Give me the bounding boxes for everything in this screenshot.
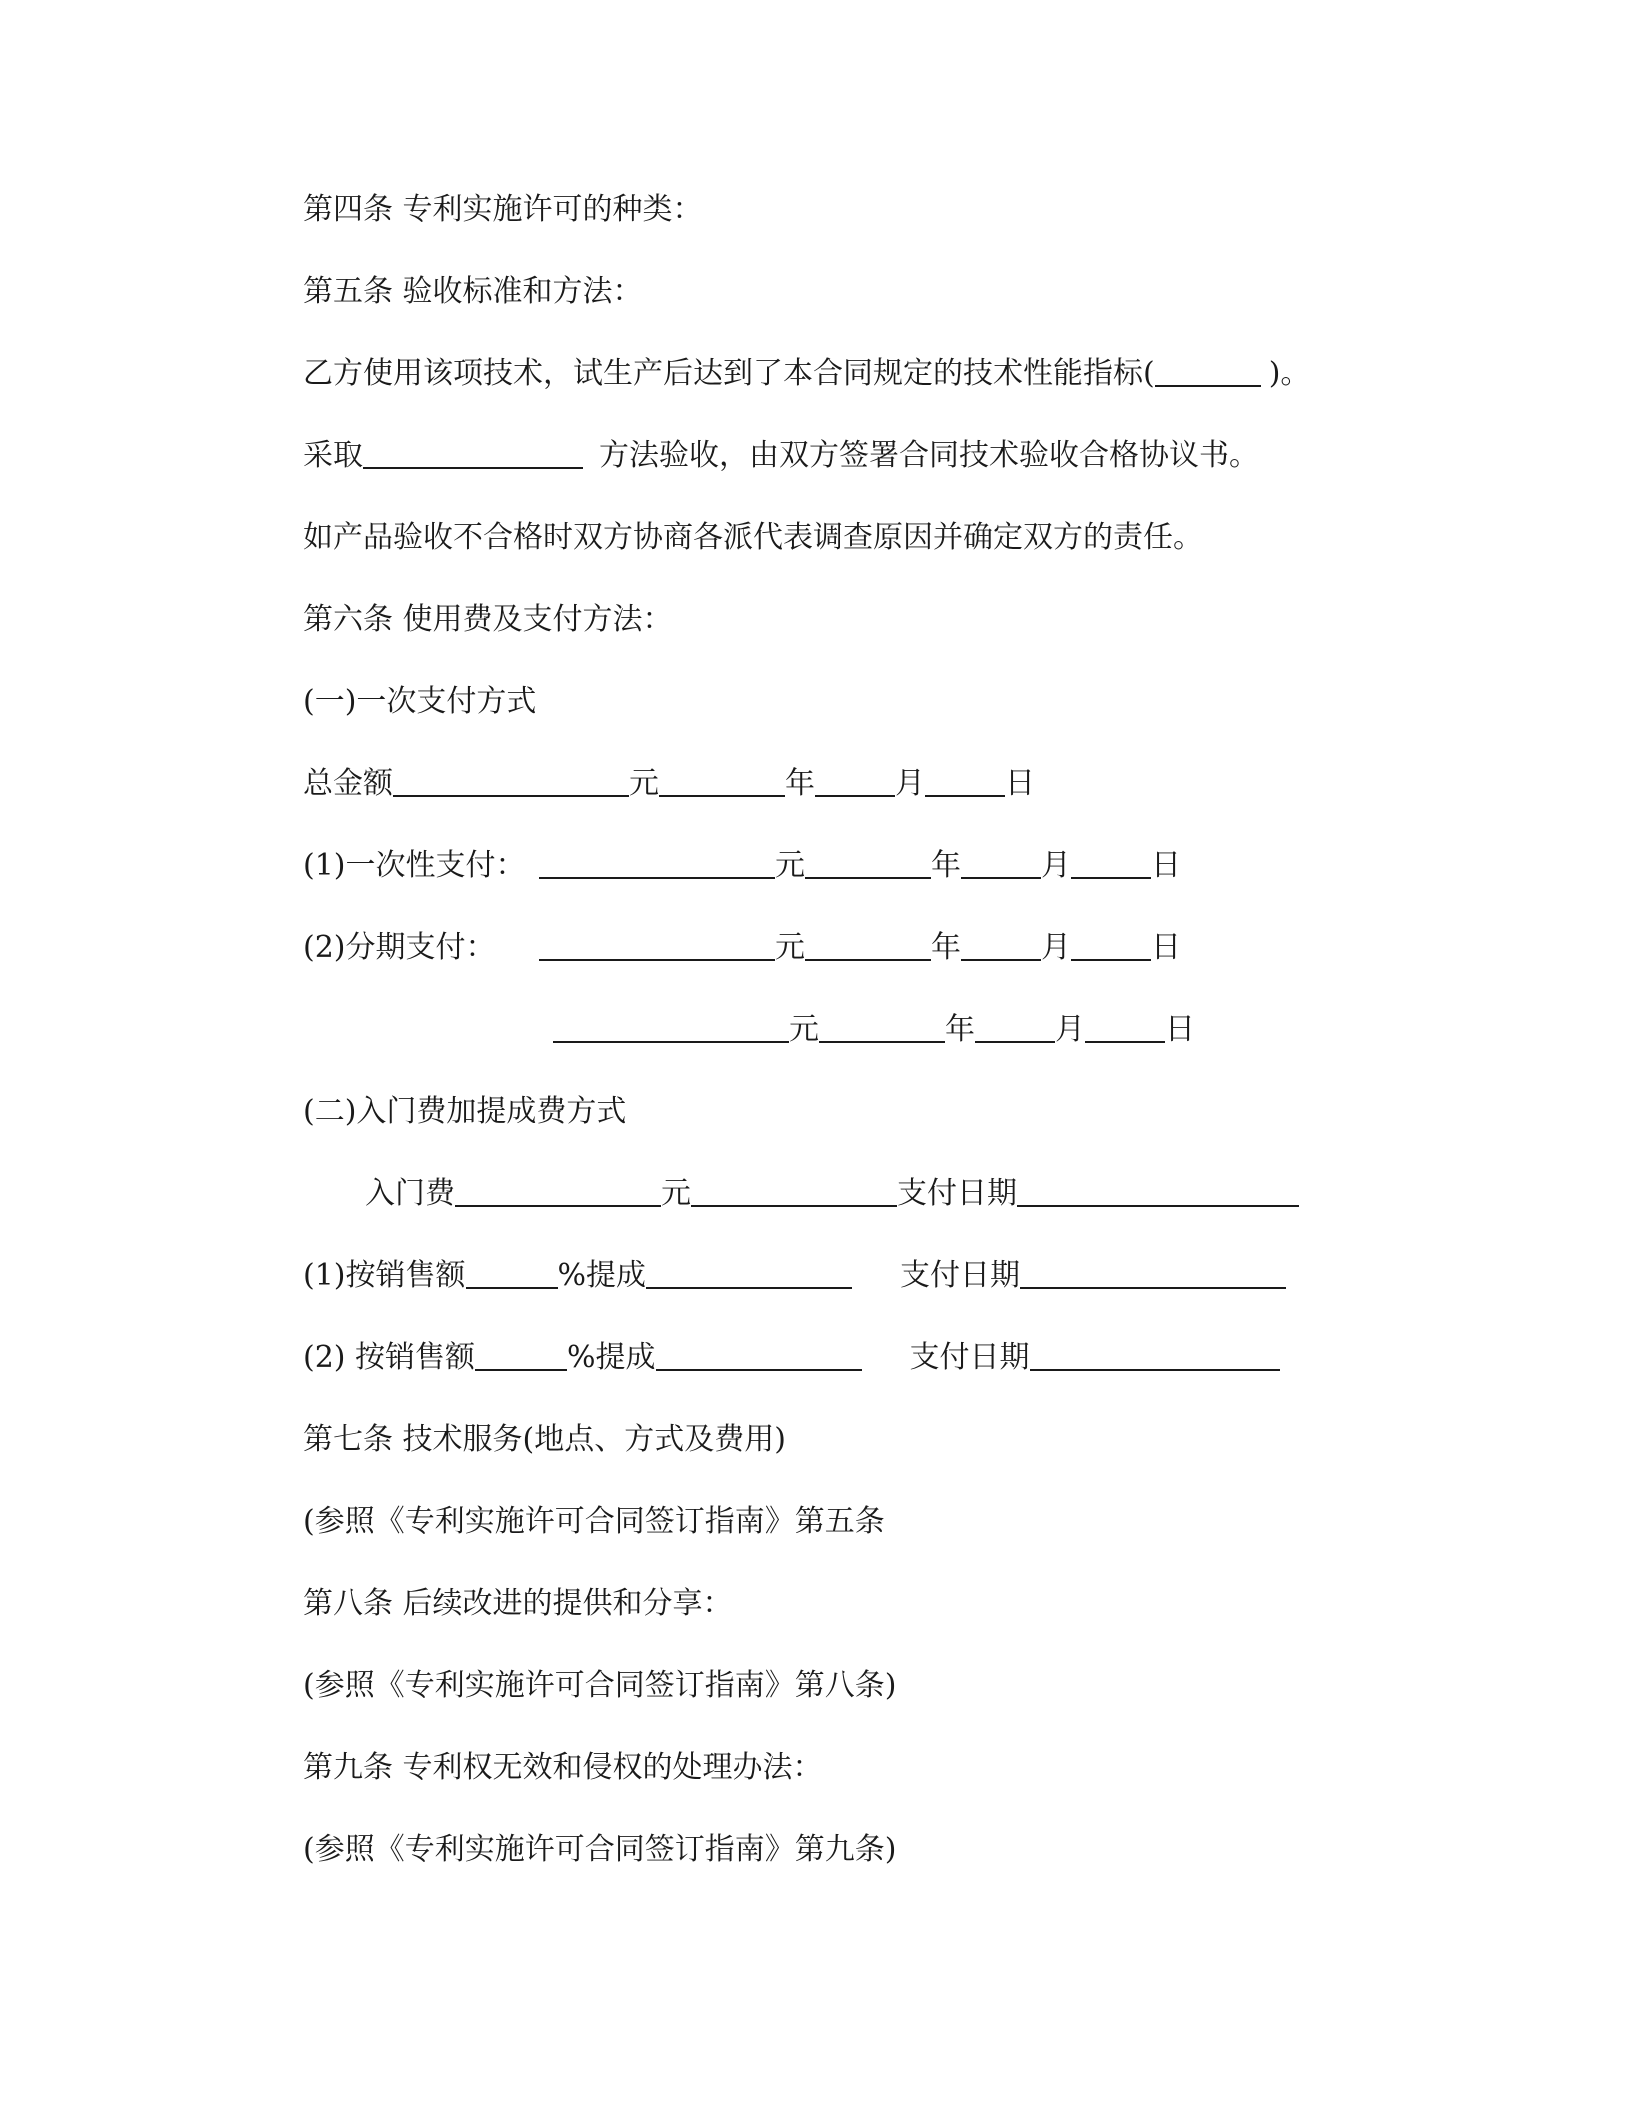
blank-field[interactable] xyxy=(1155,355,1261,387)
article-6-heading: 第六条 使用费及支付方法： xyxy=(303,602,673,637)
blank-field[interactable] xyxy=(466,1257,558,1289)
blank-field[interactable] xyxy=(961,847,1041,879)
acceptance-method-line: 采取 方法验收，由双方签署合同技术验收合格协议书。 xyxy=(303,438,1259,473)
blank-field[interactable] xyxy=(659,765,785,797)
article-7-heading: 第七条 技术服务(地点、方式及费用) xyxy=(303,1422,786,1457)
article-5-heading: 第五条 验收标准和方法： xyxy=(303,274,643,309)
blank-field[interactable] xyxy=(815,765,895,797)
blank-field[interactable] xyxy=(1030,1339,1280,1371)
blank-field[interactable] xyxy=(539,847,775,879)
blank-field[interactable] xyxy=(656,1339,862,1371)
installment-line-2: 元 年 月 日 xyxy=(303,1008,1195,1052)
blank-field[interactable] xyxy=(1071,929,1151,961)
blank-field[interactable] xyxy=(819,1011,945,1043)
lump-sum-line: (1)一次性支付： 元 年 月 日 xyxy=(303,848,1181,883)
blank-field[interactable] xyxy=(1085,1011,1165,1043)
article-8-reference: (参照《专利实施许可合同签订指南》第八条) xyxy=(303,1668,897,1703)
blank-field[interactable] xyxy=(363,437,583,469)
total-amount-line: 总金额 元 年 月 日 xyxy=(303,766,1035,801)
blank-field[interactable] xyxy=(1020,1257,1286,1289)
installment-line: (2)分期支付： 元 年 月 日 xyxy=(303,930,1181,965)
article-4-heading: 第四条 专利实施许可的种类： xyxy=(303,192,703,227)
blank-field[interactable] xyxy=(1017,1175,1299,1207)
blank-field[interactable] xyxy=(553,1011,789,1043)
acceptance-failure-line: 如产品验收不合格时双方协商各派代表调查原因并确定双方的责任。 xyxy=(303,520,1203,555)
blank-field[interactable] xyxy=(925,765,1005,797)
blank-field[interactable] xyxy=(539,929,775,961)
entry-fee-line: 入门费 元 支付日期 xyxy=(303,1172,1299,1216)
blank-field[interactable] xyxy=(475,1339,567,1371)
entry-fee-heading: (二)入门费加提成费方式 xyxy=(303,1094,627,1129)
blank-field[interactable] xyxy=(961,929,1041,961)
blank-field[interactable] xyxy=(455,1175,661,1207)
article-8-heading: 第八条 后续改进的提供和分享： xyxy=(303,1586,733,1621)
article-7-reference: (参照《专利实施许可合同签订指南》第五条 xyxy=(303,1504,885,1539)
article-9-heading: 第九条 专利权无效和侵权的处理办法： xyxy=(303,1750,823,1785)
blank-field[interactable] xyxy=(805,847,931,879)
blank-field[interactable] xyxy=(805,929,931,961)
acceptance-standard-line: 乙方使用该项技术，试生产后达到了本合同规定的技术性能指标( )。 xyxy=(303,356,1311,391)
article-9-reference: (参照《专利实施许可合同签订指南》第九条) xyxy=(303,1832,897,1867)
blank-field[interactable] xyxy=(975,1011,1055,1043)
blank-field[interactable] xyxy=(646,1257,852,1289)
blank-field[interactable] xyxy=(691,1175,897,1207)
commission-line-1: (1)按销售额 %提成 支付日期 xyxy=(303,1254,1286,1298)
one-time-payment-heading: (一)一次支付方式 xyxy=(303,684,537,719)
commission-line-2: (2) 按销售额 %提成 支付日期 xyxy=(303,1336,1280,1380)
blank-field[interactable] xyxy=(1071,847,1151,879)
blank-field[interactable] xyxy=(393,765,629,797)
